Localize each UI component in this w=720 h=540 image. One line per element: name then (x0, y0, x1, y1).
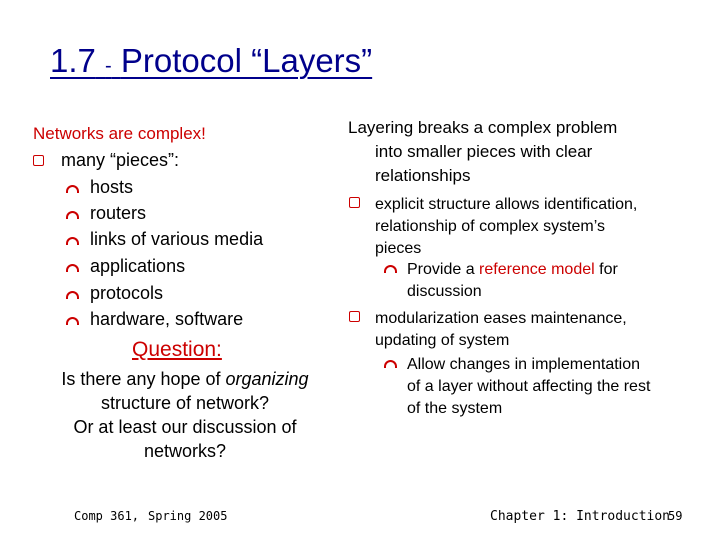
arc-bullet-icon (66, 317, 79, 325)
right-intro (348, 116, 678, 188)
subitem-text-block (407, 354, 650, 420)
title-number: 1.7 (50, 42, 96, 79)
bullet-line: updating of system (375, 332, 510, 349)
arc-bullet-icon (66, 211, 79, 219)
square-bullet-icon (33, 155, 44, 166)
subitem-line: of a layer without affecting the rest (407, 378, 651, 395)
bullet-text-block (375, 308, 627, 352)
question-emphasis: organizing (225, 369, 309, 389)
question-label: Question: (132, 338, 222, 361)
question-text (30, 367, 340, 463)
subitem-line: Allow changes in implementation (407, 356, 641, 373)
subitem-line (407, 259, 618, 281)
subitem-line: discussion (407, 283, 482, 300)
subitem (66, 256, 185, 277)
bullet-many-pieces (33, 150, 179, 171)
subitem-text: for (594, 261, 618, 278)
reference-model-highlight: reference model (479, 261, 595, 278)
page-number: 59 (668, 509, 683, 523)
title-dash: - (105, 55, 112, 77)
arc-bullet-icon (384, 360, 397, 368)
bullet-line: modularization eases maintenance, (375, 310, 627, 327)
arc-bullet-icon (66, 237, 79, 245)
question-line: networks? (143, 441, 227, 461)
subitem (66, 177, 133, 198)
arc-bullet-icon (384, 265, 397, 273)
arc-bullet-icon (66, 185, 79, 193)
footer-chapter: Chapter 1: Introduction (490, 509, 671, 524)
subitem (66, 203, 146, 224)
footer-course: Comp 361, (74, 509, 140, 523)
slide-title (50, 42, 372, 80)
subitem-text: links of various media (90, 229, 264, 249)
subitem-line: of the system (407, 400, 503, 417)
question-line: structure of network? (100, 393, 270, 413)
bullet-line: explicit structure allows identification, (375, 196, 638, 213)
subitem-text: routers (90, 203, 147, 223)
subitem (66, 229, 263, 250)
intro-line: Layering breaks a complex problem (348, 118, 618, 137)
bullet-line: pieces (375, 240, 422, 257)
title-text: Protocol “Layers” (120, 42, 373, 79)
bullet-line: relationship of complex system’s (375, 218, 606, 235)
subitem-text-block (407, 259, 618, 303)
intro-line: relationships (375, 166, 471, 185)
bullet-text: many “pieces”: (61, 150, 180, 170)
square-bullet-icon (349, 311, 360, 322)
footer-term: Spring 2005 (148, 509, 228, 523)
subitem (66, 283, 163, 304)
subitem-text: protocols (90, 283, 164, 303)
arc-bullet-icon (66, 264, 79, 272)
question-line (30, 367, 340, 391)
subitem-text: applications (90, 256, 186, 276)
left-heading: Networks are complex! (33, 124, 206, 143)
subitem-text: hosts (90, 177, 134, 197)
square-bullet-icon (349, 197, 360, 208)
question-line: Or at least our discussion of (73, 417, 297, 437)
intro-line: into smaller pieces with clear (375, 142, 593, 161)
question-line-text: Is there any hope of (61, 369, 226, 389)
subitem-text: hardware, software (90, 309, 244, 329)
subitem (66, 309, 243, 330)
arc-bullet-icon (66, 291, 79, 299)
bullet-text-block (375, 194, 637, 260)
subitem-text: Provide a (407, 261, 480, 278)
